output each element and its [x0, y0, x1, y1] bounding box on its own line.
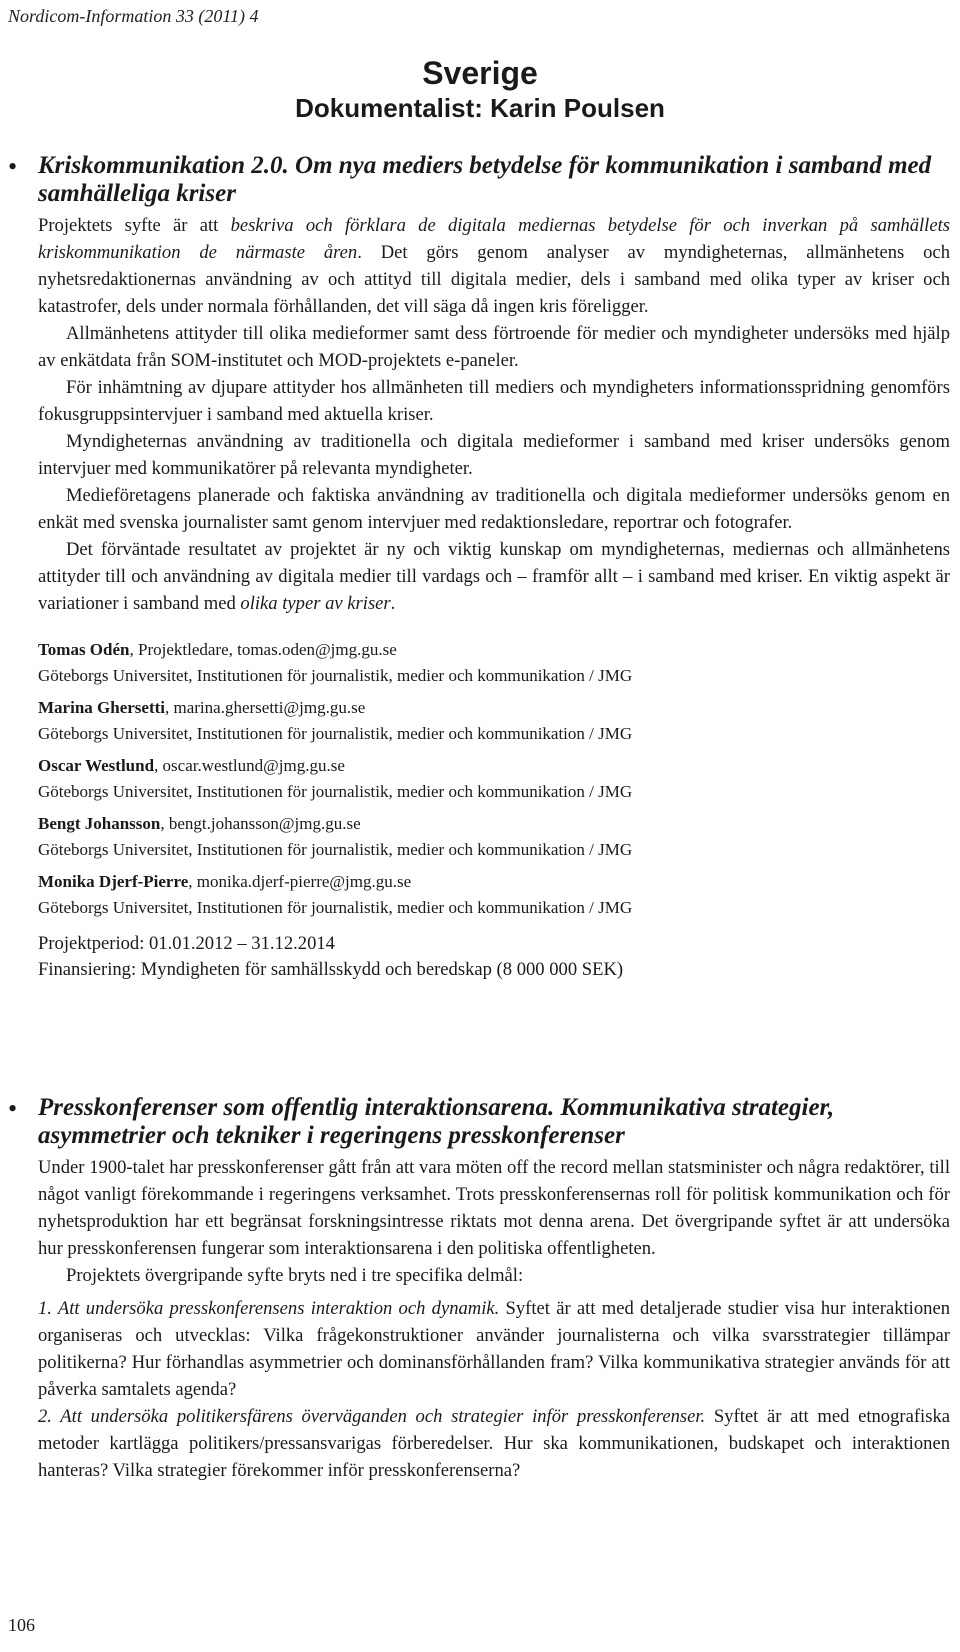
researcher-contact: , marina.ghersetti@jmg.gu.se — [165, 698, 366, 717]
researcher-contact: , Projektledare, tomas.oden@jmg.gu.se — [129, 640, 397, 659]
project-entry-2 — [8, 1094, 950, 1484]
paragraph: Projektets syfte är att beskriva och förklara de digitala mediernas betydelse för och inverkan på samhällets kriskommunikation de närmaste åren. Det görs genom analyser av myndigheternas, allmänhetens och nyhetsredaktionernas användning av och attityd till digitala medier, dels i samband med olika typer av kriser och katastrofer, dels under normala förhållanden, det vill säga då ingen kris föreligger. — [38, 215, 951, 317]
paragraph: Projektets övergripande syfte bryts ned i tre specifika delmål: — [66, 1265, 524, 1286]
project-title: Kriskommunikation 2.0. Om nya mediers betydelse för kommunikation i samband med samhälleliga kriser — [38, 152, 932, 207]
project-title: Presskonferenser som offentlig interaktionsarena. Kommunikativa strategier, asymmetrier och tekniker i regeringens presskonferenser — [38, 1094, 835, 1149]
researcher — [38, 695, 950, 747]
paragraph: Det förväntade resultatet av projektet är ny och viktig kunskap om myndigheternas, mediernas och allmänhetens attityder till och användning av digitala medier till vardags och – framför allt – i samband med kriser. En viktig aspekt är variationer i samband med olika typer av kriser. — [38, 539, 950, 614]
researcher-affiliation: Göteborgs Universitet, Institutionen för journalistik, medier och kommunikation / JMG — [38, 840, 633, 859]
project-meta — [38, 931, 950, 983]
project-description — [38, 212, 950, 617]
researcher-affiliation: Göteborgs Universitet, Institutionen för journalistik, medier och kommunikation / JMG — [38, 782, 633, 801]
page-number: 106 — [8, 1615, 35, 1635]
researcher-name: Marina Ghersetti — [38, 698, 165, 717]
researcher-affiliation: Göteborgs Universitet, Institutionen för journalistik, medier och kommunikation / JMG — [38, 898, 633, 917]
researcher — [38, 637, 950, 689]
paragraph: Under 1900-talet har presskonferenser gått från att vara möten off the record mellan statsminister och några redaktörer, till något vanligt förekommande i regeringens verksamhet. Trots presskonferensernas roll för politisk kommunikation och för nyhetsproduktion har ett begränsat forskningsintresse riktats mot denna arena. Det övergripande syftet är att undersöka hur presskonferensen fungerar som interaktionsarena i den politiska offentligheten. — [38, 1157, 950, 1259]
researcher-affiliation: Göteborgs Universitet, Institutionen för journalistik, medier och kommunikation / JMG — [38, 666, 633, 685]
documentalist-line: Dokumentalist: Karin Poulsen — [295, 93, 665, 123]
paragraph: Myndigheternas användning av traditionella och digitala medieformer i samband med kriser undersöks genom intervjuer med kommunikatörer på relevanta myndigheter. — [38, 431, 950, 479]
section-title — [0, 54, 960, 124]
researcher-list — [38, 637, 950, 921]
project-description — [38, 1154, 950, 1484]
goal-1: 1. Att undersöka presskonferensens interaktion och dynamik. Syftet är att med detaljerade studier visa hur interaktionen organiseras och utvecklas: Vilka frågekonstruktioner använder journalisterna och vilka svarsstrategier tillämpar politikerna? Hur förhandlas asymmetrier och dominansförhållanden fram? Vilka kommunikativa strategier används för att påverka samtalets agenda? — [38, 1298, 950, 1400]
researcher-contact: , monika.djerf-pierre@jmg.gu.se — [188, 872, 412, 891]
bullet-icon: • — [8, 1094, 18, 1123]
bullet-icon: • — [8, 152, 18, 181]
researcher-affiliation: Göteborgs Universitet, Institutionen för journalistik, medier och kommunikation / JMG — [38, 724, 633, 743]
paragraph: Allmänhetens attityder till olika medieformer samt dess förtroende för medier och myndigheter undersöks med hjälp av enkätdata från SOM-institutet och MOD-projektets e-paneler. — [38, 323, 950, 371]
paragraph: Medieföretagens planerade och faktiska användning av traditionella och digitala medieformer undersöks genom en enkät med svenska journalister samt genom intervjuer med redaktionsledare, reportrar och fotografer. — [38, 485, 950, 533]
project-period: Projektperiod: 01.01.2012 – 31.12.2014 — [38, 933, 335, 954]
paragraph: För inhämtning av djupare attityder hos allmänheten till mediers och myndigheters informationsspridning genomförs fokusgruppsintervjuer i samband med aktuella kriser. — [38, 377, 950, 425]
project-funding: Finansiering: Myndigheten för samhällsskydd och beredskap (8 000 000 SEK) — [38, 959, 624, 980]
country-heading: Sverige — [422, 55, 538, 91]
researcher-name: Tomas Odén — [38, 640, 130, 659]
project-entry-1 — [8, 152, 951, 983]
goal-2: 2. Att undersöka politikersfärens överväganden och strategier inför presskonferenser. Syftet är att med etnografiska metoder kartlägga politikers/pressansvarigas förberedelser. Hur ska kommunikationen, budskapet och interaktionen hanteras? Vilka strategier förekommer inför presskonferenserna? — [38, 1406, 950, 1481]
researcher-name: Monika Djerf-Pierre — [38, 872, 189, 891]
researcher — [38, 753, 950, 805]
researcher-name: Bengt Johansson — [38, 814, 161, 833]
researcher-name: Oscar Westlund — [38, 756, 155, 775]
researcher-contact: , bengt.johansson@jmg.gu.se — [160, 814, 361, 833]
researcher — [38, 869, 950, 921]
running-head: Nordicom-Information 33 (2011) 4 — [8, 6, 259, 26]
researcher — [38, 811, 950, 863]
researcher-contact: , oscar.westlund@jmg.gu.se — [154, 756, 345, 775]
